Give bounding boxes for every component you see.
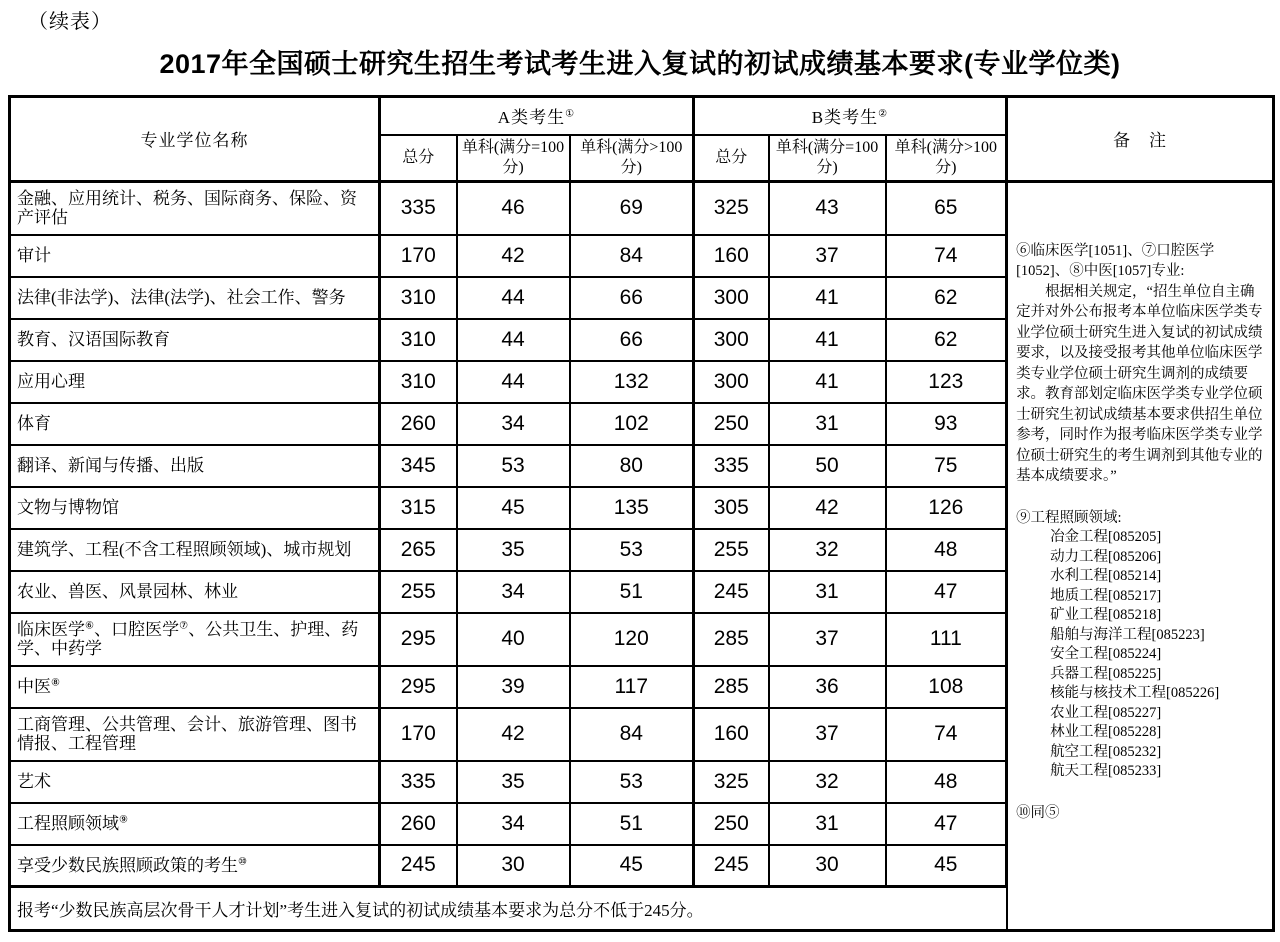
score-cell-a3: 51 xyxy=(570,571,694,613)
degree-name-cell: 农业、兽医、风景园林、林业 xyxy=(10,571,380,613)
score-cell-b1: 335 xyxy=(694,445,769,487)
remark-clinical-body: 根据相关规定，“招生单位自主确定并对外公布报考本单位临床医学类专业学位硕士研究生进入复试的初试成绩要求，以及接受报考其他单位临床医学类专业学位硕士研究生调剂的成绩要求。教育部划定临床医学类专业学位硕士研究生初试成绩基本要求供招生单位参考，同时作为报考临床医学类专业学位硕士研究生的考生调剂到其他专业的基本成绩要求。” xyxy=(1016,283,1263,484)
score-cell-b2: 41 xyxy=(769,319,886,361)
score-cell-b1: 325 xyxy=(694,761,769,803)
header-degree-name: 专业学位名称 xyxy=(10,97,380,182)
score-cell-b2: 41 xyxy=(769,361,886,403)
header-b-single-over-100: 单科(满分>100分) xyxy=(886,135,1007,182)
score-cell-b3: 45 xyxy=(886,845,1007,887)
degree-name-cell: 金融、应用统计、税务、国际商务、保险、资产评估 xyxy=(10,181,380,235)
score-cell-b3: 74 xyxy=(886,708,1007,761)
score-cell-b3: 62 xyxy=(886,319,1007,361)
score-cell-a1: 310 xyxy=(380,277,457,319)
score-cell-a3: 53 xyxy=(570,529,694,571)
score-cell-a3: 66 xyxy=(570,277,694,319)
score-cell-a1: 315 xyxy=(380,487,457,529)
score-cell-b1: 300 xyxy=(694,361,769,403)
degree-name-cell: 文物与博物馆 xyxy=(10,487,380,529)
remark-engineering-title: ⑨工程照顾领域: xyxy=(1016,509,1122,526)
remark-engineering-item: 地质工程[085217] xyxy=(1050,587,1162,604)
score-cell-b2: 50 xyxy=(769,445,886,487)
score-cell-b3: 62 xyxy=(886,277,1007,319)
footer-note: 报考“少数民族高层次骨干人才计划”考生进入复试的初试成绩基本要求为总分不低于245分。 xyxy=(10,887,1007,931)
remark-engineering-item: 兵器工程[085225] xyxy=(1050,665,1162,682)
score-cell-b1: 245 xyxy=(694,845,769,887)
score-cell-a2: 30 xyxy=(457,845,570,887)
score-cell-a1: 310 xyxy=(380,319,457,361)
score-cell-a2: 34 xyxy=(457,803,570,845)
degree-name-cell: 体育 xyxy=(10,403,380,445)
header-b-single-100: 单科(满分=100分) xyxy=(769,135,886,182)
score-cell-a3: 132 xyxy=(570,361,694,403)
remark-clinical-block xyxy=(1016,241,1264,487)
degree-name-cell: 法律(非法学)、法律(法学)、社会工作、警务 xyxy=(10,277,380,319)
remark-engineering-item: 农业工程[085227] xyxy=(1050,704,1162,721)
score-cell-b1: 255 xyxy=(694,529,769,571)
score-cell-a1: 260 xyxy=(380,803,457,845)
score-cell-b3: 48 xyxy=(886,529,1007,571)
header-a-total: 总分 xyxy=(380,135,457,182)
score-cell-b2: 31 xyxy=(769,571,886,613)
score-cell-a3: 102 xyxy=(570,403,694,445)
score-cell-b1: 325 xyxy=(694,181,769,235)
score-cell-a3: 84 xyxy=(570,708,694,761)
header-b-total: 总分 xyxy=(694,135,769,182)
score-cell-a2: 44 xyxy=(457,319,570,361)
score-cell-b2: 37 xyxy=(769,708,886,761)
score-cell-a2: 46 xyxy=(457,181,570,235)
remark-engineering-item: 船舶与海洋工程[085223] xyxy=(1050,626,1205,643)
remark-engineering-item: 航天工程[085233] xyxy=(1050,763,1162,779)
score-cell-b2: 31 xyxy=(769,803,886,845)
degree-name-cell: 建筑学、工程(不含工程照顾领域)、城市规划 xyxy=(10,529,380,571)
score-cell-b3: 123 xyxy=(886,361,1007,403)
header-a-single-over-100: 单科(满分>100分) xyxy=(570,135,694,182)
score-cell-a1: 295 xyxy=(380,613,457,666)
score-cell-a2: 42 xyxy=(457,235,570,277)
score-cell-a3: 84 xyxy=(570,235,694,277)
continuation-note: （续表） xyxy=(28,11,112,33)
score-cell-b3: 111 xyxy=(886,613,1007,666)
header-group-a: A类考生① xyxy=(380,97,694,135)
remark-engineering-item: 矿业工程[085218] xyxy=(1050,607,1162,623)
score-cell-b1: 160 xyxy=(694,235,769,277)
score-cell-b3: 126 xyxy=(886,487,1007,529)
score-cell-a3: 135 xyxy=(570,487,694,529)
remark-engineering-item: 水利工程[085214] xyxy=(1050,568,1162,584)
remarks-cell xyxy=(1007,181,1274,931)
score-cell-b3: 47 xyxy=(886,803,1007,845)
score-cell-b2: 42 xyxy=(769,487,886,529)
score-cell-a1: 255 xyxy=(380,571,457,613)
score-cell-a2: 44 xyxy=(457,361,570,403)
score-cell-b1: 300 xyxy=(694,277,769,319)
remark-engineering-item: 林业工程[085228] xyxy=(1050,724,1162,740)
score-cell-a2: 44 xyxy=(457,277,570,319)
degree-name-cell: 审计 xyxy=(10,235,380,277)
score-cell-b2: 31 xyxy=(769,403,886,445)
score-cell-a1: 265 xyxy=(380,529,457,571)
score-cell-a3: 45 xyxy=(570,845,694,887)
degree-name-cell: 应用心理 xyxy=(10,361,380,403)
degree-name-cell: 教育、汉语国际教育 xyxy=(10,319,380,361)
score-cell-b3: 108 xyxy=(886,666,1007,708)
score-cell-a3: 53 xyxy=(570,761,694,803)
score-cell-b2: 43 xyxy=(769,181,886,235)
remark-engineering-block xyxy=(1016,508,1264,782)
score-cell-b1: 250 xyxy=(694,403,769,445)
remark-clinical-title: ⑥临床医学[1051]、⑦口腔医学[1052]、⑧中医[1057]专业: xyxy=(1016,242,1215,279)
degree-name-cell: 工商管理、公共管理、会计、旅游管理、图书情报、工程管理 xyxy=(10,708,380,761)
score-cell-a2: 40 xyxy=(457,613,570,666)
remark-engineering-item: 核能与核技术工程[085226] xyxy=(1050,685,1220,701)
score-cell-b2: 32 xyxy=(769,761,886,803)
score-cell-b1: 305 xyxy=(694,487,769,529)
table-header xyxy=(10,97,1274,182)
degree-name-cell: 中医⑧ xyxy=(10,666,380,708)
score-cell-b2: 41 xyxy=(769,277,886,319)
score-cell-a3: 80 xyxy=(570,445,694,487)
remark-engineering-item: 冶金工程[085205] xyxy=(1050,529,1162,545)
degree-name-cell: 临床医学⑥、口腔医学⑦、公共卫生、护理、药学、中药学 xyxy=(10,613,380,666)
score-cell-a1: 310 xyxy=(380,361,457,403)
score-cell-a2: 34 xyxy=(457,403,570,445)
score-cell-a2: 34 xyxy=(457,571,570,613)
score-cell-b1: 160 xyxy=(694,708,769,761)
score-cell-b1: 285 xyxy=(694,666,769,708)
header-a-single-100: 单科(满分=100分) xyxy=(457,135,570,182)
score-cell-a2: 39 xyxy=(457,666,570,708)
score-cell-a2: 35 xyxy=(457,529,570,571)
header-row-groups xyxy=(10,97,1274,135)
score-cell-a3: 69 xyxy=(570,181,694,235)
score-cell-a3: 66 xyxy=(570,319,694,361)
score-cell-a1: 245 xyxy=(380,845,457,887)
score-cell-b2: 36 xyxy=(769,666,886,708)
score-cell-a1: 260 xyxy=(380,403,457,445)
score-cell-a1: 295 xyxy=(380,666,457,708)
score-cell-b3: 48 xyxy=(886,761,1007,803)
score-cell-a3: 117 xyxy=(570,666,694,708)
score-cell-a1: 170 xyxy=(380,708,457,761)
score-cell-b2: 37 xyxy=(769,235,886,277)
remark-same-as-note: ⑩同⑤ xyxy=(1016,804,1060,821)
remark-engineering-item: 安全工程[085224] xyxy=(1050,646,1162,662)
score-cell-b3: 93 xyxy=(886,403,1007,445)
degree-name-cell: 享受少数民族照顾政策的考生⑩ xyxy=(10,845,380,887)
degree-name-cell: 工程照顾领域⑨ xyxy=(10,803,380,845)
score-cell-b2: 30 xyxy=(769,845,886,887)
header-remarks: 备 注 xyxy=(1007,97,1274,182)
score-cell-a3: 51 xyxy=(570,803,694,845)
score-cell-b1: 250 xyxy=(694,803,769,845)
score-cell-b2: 32 xyxy=(769,529,886,571)
score-cell-a2: 42 xyxy=(457,708,570,761)
remark-engineering-list xyxy=(1016,528,1264,782)
score-cell-b1: 300 xyxy=(694,319,769,361)
score-cell-a2: 35 xyxy=(457,761,570,803)
score-cell-a1: 345 xyxy=(380,445,457,487)
remark-engineering-item: 航空工程[085232] xyxy=(1050,743,1162,760)
page-title: 2017年全国硕士研究生招生考试考生进入复试的初试成绩基本要求(专业学位类) xyxy=(159,49,1121,79)
score-cell-b1: 245 xyxy=(694,571,769,613)
score-cell-a2: 45 xyxy=(457,487,570,529)
table-row xyxy=(10,181,1274,235)
score-cell-b2: 37 xyxy=(769,613,886,666)
remark-engineering-item: 动力工程[085206] xyxy=(1050,548,1162,565)
score-cell-b3: 65 xyxy=(886,181,1007,235)
score-cell-b3: 75 xyxy=(886,445,1007,487)
score-cell-a3: 120 xyxy=(570,613,694,666)
score-table xyxy=(8,95,1275,932)
degree-name-cell: 翻译、新闻与传播、出版 xyxy=(10,445,380,487)
score-table-body xyxy=(10,181,1274,931)
degree-name-cell: 艺术 xyxy=(10,761,380,803)
score-cell-a1: 335 xyxy=(380,761,457,803)
score-cell-b3: 47 xyxy=(886,571,1007,613)
score-cell-b1: 285 xyxy=(694,613,769,666)
header-group-b: B类考生② xyxy=(694,97,1007,135)
score-cell-a1: 170 xyxy=(380,235,457,277)
score-cell-b3: 74 xyxy=(886,235,1007,277)
score-cell-a1: 335 xyxy=(380,181,457,235)
score-cell-a2: 53 xyxy=(457,445,570,487)
